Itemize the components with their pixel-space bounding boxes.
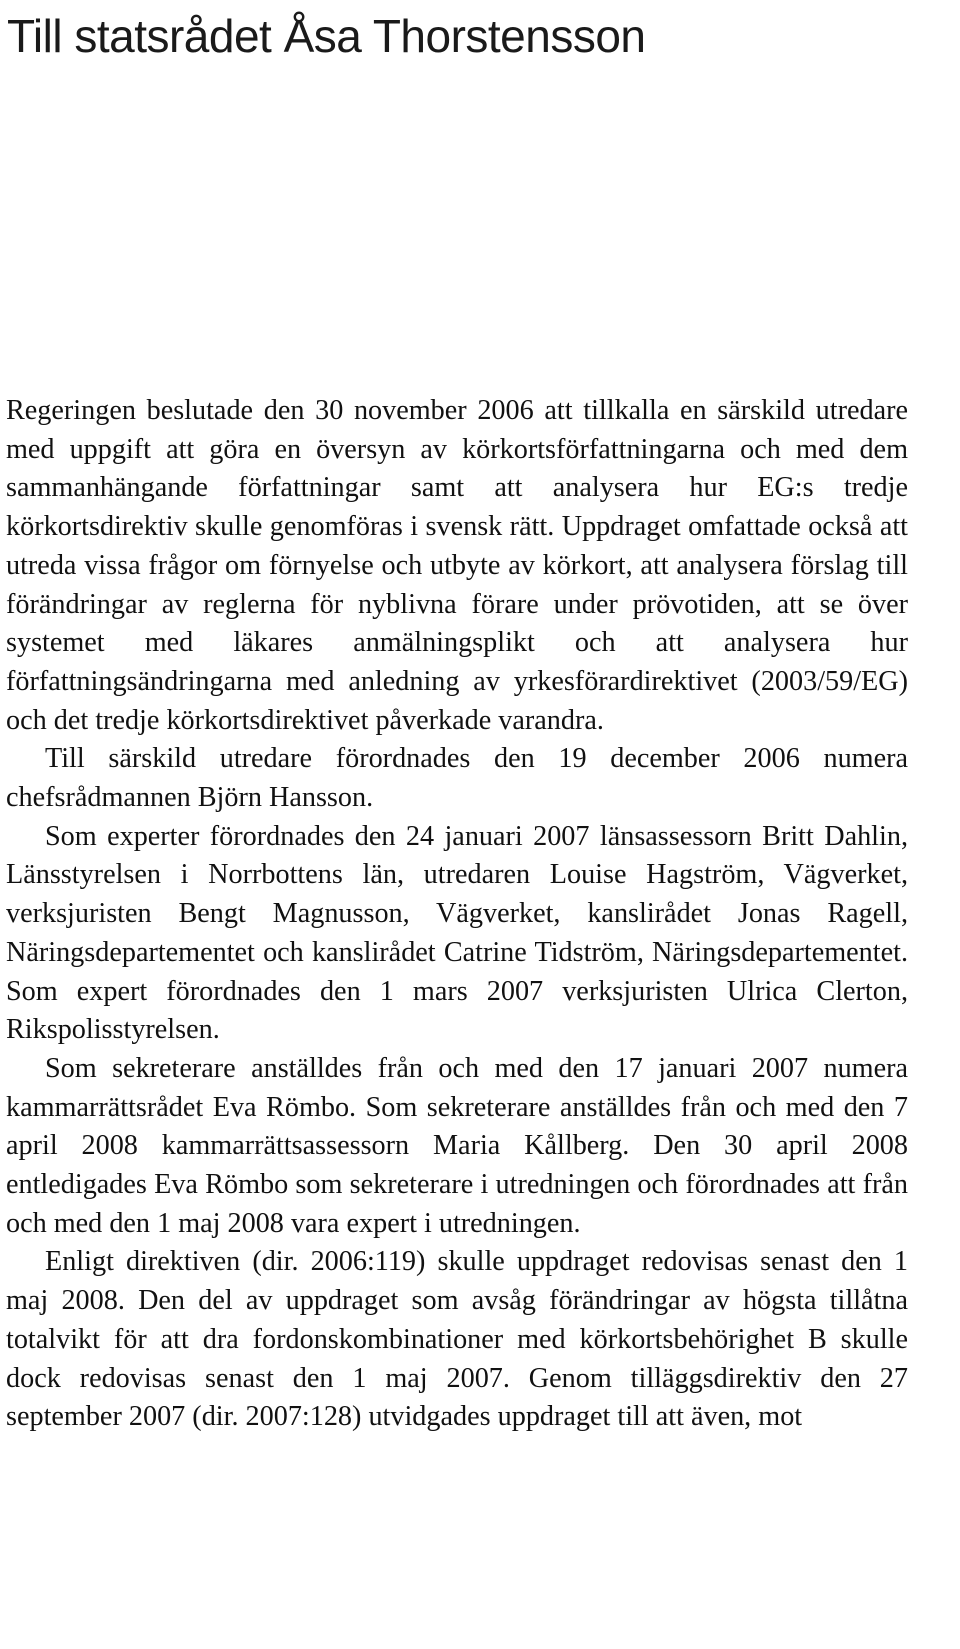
paragraph-experts: Som experter förordnades den 24 januari 2007 länsassessorn Britt Dahlin, Länsstyrelsen i Norrbottens län, utredaren Louise Hagström, Vägverket, verksjuristen Bengt Magnusson, Vägverket, kanslirådet Jonas Ragell, Näringsdepartementet och kanslirådet Catrine Tidström, Näringsdepartementet. Som expert förordnades den 1 mars 2007 verksjuristen Ulrica Clerton, Rikspolisstyrelsen.: [6, 820, 908, 1046]
paragraph-commission: Regeringen beslutade den 30 november 2006 att tillkalla en särskild utredare med uppgift att göra en översyn av körkortsförfattningarna och med dem sammanhängande författningar samt att analysera hur EG:s tredje körkortsdirektiv skulle genomföras i svensk rätt. Uppdraget omfattade också att utreda vissa frågor om förnyelse och utbyte av körkort, att analysera förslag till förändringar av reglerna för nyblivna förare under prövotiden, att se över systemet med läkares anmälningsplikt och att analysera hur författningsändringarna med anledning av yrkesförardirektivet (2003/59/EG) och det tredje körkortsdirektivet påverkade varandra.: [6, 395, 908, 736]
paragraph-secretaries: Som sekreterare anställdes från och med den 17 januari 2007 numera kammarrättsrådet Eva Römbo. Som sekreterare anställdes från och med den 7 april 2008 kammarrättsassessorn Maria Kållberg. Den 30 april 2008 entledigades Eva Römbo som sekreterare i utredningen och förordnades att från och med den 1 maj 2008 vara expert i utredningen.: [6, 1052, 908, 1239]
document-title: Till statsrådet Åsa Thorstensson: [7, 10, 646, 62]
paragraph-special-investigator: Till särskild utredare förordnades den 19 december 2006 numera chefsrådmannen Björn Hansson.: [6, 743, 908, 814]
document-body: [6, 392, 908, 1437]
paragraph-directives: Enligt direktiven (dir. 2006:119) skulle uppdraget redovisas senast den 1 maj 2008. Den del av uppdraget som avsåg förändringar av högsta tillåtna totalvikt för att dra fordonskombinationer med körkortsbehörighet B skulle dock redovisas senast den 1 maj 2007. Genom tilläggsdirektiv den 27 september 2007 (dir. 2007:128) utvidgades uppdraget till att även, mot: [6, 1246, 908, 1433]
